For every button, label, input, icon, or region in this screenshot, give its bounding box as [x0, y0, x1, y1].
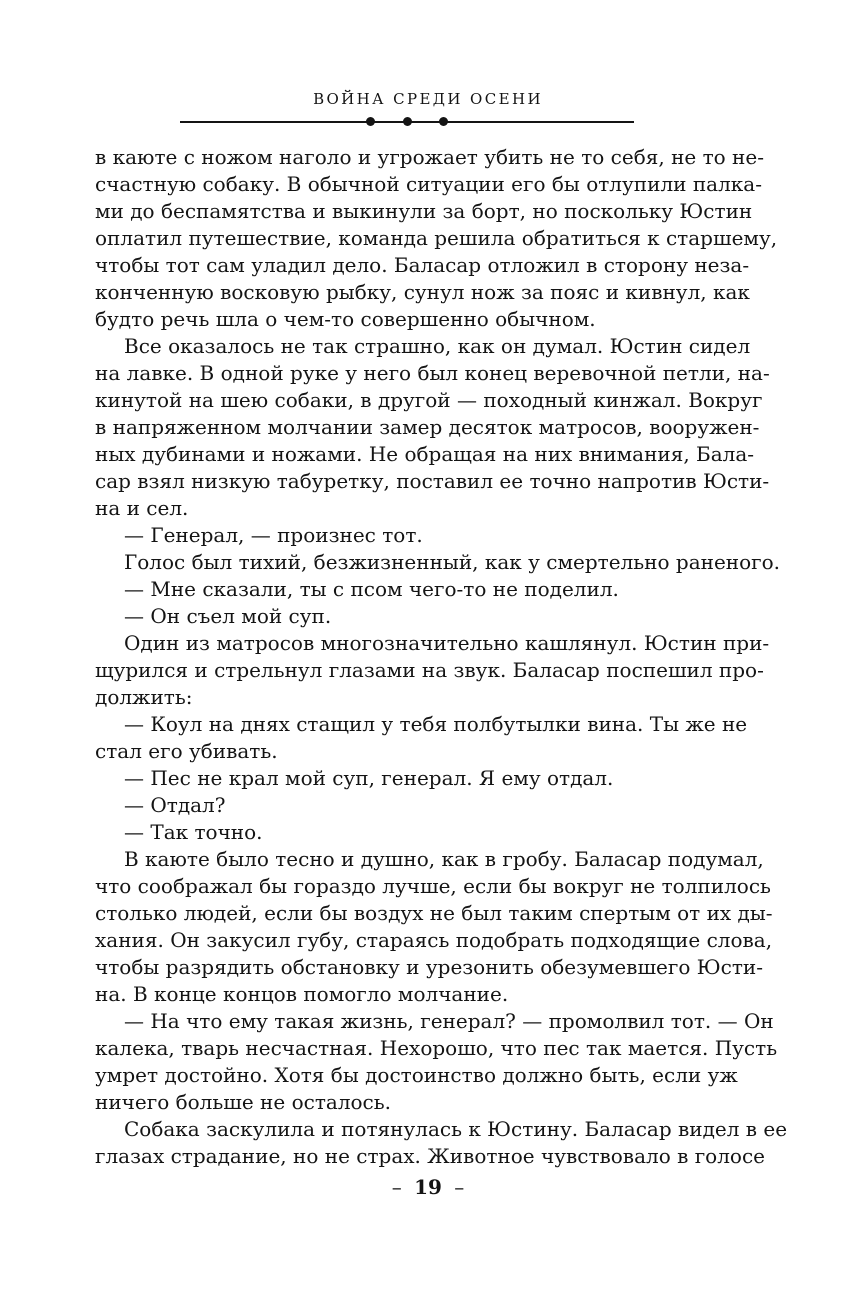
text-line: на. В конце концов помогло молчание.	[95, 982, 509, 1006]
ornament-dot-center	[403, 117, 412, 126]
text-line: чтобы тот сам уладил дело. Баласар отложил в сторону неза-	[95, 253, 750, 277]
text-line: столько людей, если бы воздух не был таким спертым от их ды-	[95, 901, 773, 925]
text-line: Собака заскулила и потянулась к Юстину. Баласар видел в ее	[124, 1117, 788, 1141]
text-line: на и сел.	[95, 496, 189, 520]
text-line: Голос был тихий, безжизненный, как у смертельно раненого.	[124, 550, 781, 574]
text-line: Все оказалось не так страшно, как он думал. Юстин сидел	[124, 334, 751, 358]
text-line: счастную собаку. В обычной ситуации его бы отлупили палка-	[95, 172, 762, 196]
text-line: глазах страдание, но не страх. Животное чувствовало в голосе	[95, 1144, 766, 1168]
text-line: умрет достойно. Хотя бы достоинство должно быть, если уж	[95, 1063, 738, 1087]
text-line: — Коул на днях стащил у тебя полбутылки вина. Ты же не	[124, 712, 748, 736]
text-line: — Он съел мой суп.	[124, 604, 332, 628]
running-header: ВОЙНА СРЕДИ ОСЕНИ	[313, 90, 543, 108]
text-line: ных дубинами и ножами. Не обращая на них внимания, Бала-	[95, 442, 755, 466]
ornament-dot-right	[439, 117, 448, 126]
text-line: щурился и стрельнул глазами на звук. Баласар поспешил про-	[95, 658, 764, 682]
text-line: на лавке. В одной руке у него был конец веревочной петли, на-	[95, 361, 770, 385]
text-line: — Отдал?	[124, 793, 226, 817]
text-line: — Так точно.	[124, 820, 263, 844]
text-line: что соображал бы гораздо лучше, если бы вокруг не толпилось	[95, 874, 771, 898]
text-line: — Пес не крал мой суп, генерал. Я ему отдал.	[124, 766, 614, 790]
body-text	[95, 144, 788, 1170]
folio-dash-left: –	[391, 1175, 402, 1199]
text-line: ничего больше не осталось.	[95, 1090, 392, 1114]
page-footer	[0, 1174, 856, 1200]
text-line: чтобы разрядить обстановку и урезонить обезумевшего Юсти-	[95, 955, 763, 979]
text-line: ми до беспамятства и выкинули за борт, но поскольку Юстин	[95, 199, 753, 223]
text-line: будто речь шла о чем-то совершенно обычном.	[95, 307, 596, 331]
text-line: сар взял низкую табуретку, поставил ее точно напротив Юсти-	[95, 469, 770, 493]
text-line: — Мне сказали, ты с псом чего-то не поделил.	[124, 577, 619, 601]
text-line: оплатил путешествие, команда решила обратиться к старшему,	[95, 226, 778, 250]
text-line: Один из матросов многозначительно кашлянул. Юстин при-	[124, 631, 770, 655]
text-line: в напряженном молчании замер десяток матросов, вооружен-	[95, 415, 760, 439]
text-line: — Генерал, — произнес тот.	[124, 523, 423, 547]
text-line: хания. Он закусил губу, стараясь подобрать подходящие слова,	[95, 928, 773, 952]
text-line: кинутой на шею собаки, в другой — походный кинжал. Вокруг	[95, 388, 763, 412]
text-line: должить:	[95, 685, 193, 709]
page-number: 19	[414, 1175, 442, 1199]
text-line: в каюте с ножом наголо и угрожает убить не то себя, не то не-	[95, 145, 764, 169]
folio-dash-right: –	[454, 1175, 465, 1199]
text-line: конченную восковую рыбку, сунул нож за пояс и кивнул, как	[95, 280, 750, 304]
ornament-dot-left	[366, 117, 375, 126]
text-line: В каюте было тесно и душно, как в гробу. Баласар подумал,	[124, 847, 764, 871]
text-line: калека, тварь несчастная. Нехорошо, что пес так мается. Пусть	[95, 1036, 778, 1060]
text-line: стал его убивать.	[95, 739, 278, 763]
text-line: — На что ему такая жизнь, генерал? — промолвил тот. — Он	[124, 1009, 774, 1033]
